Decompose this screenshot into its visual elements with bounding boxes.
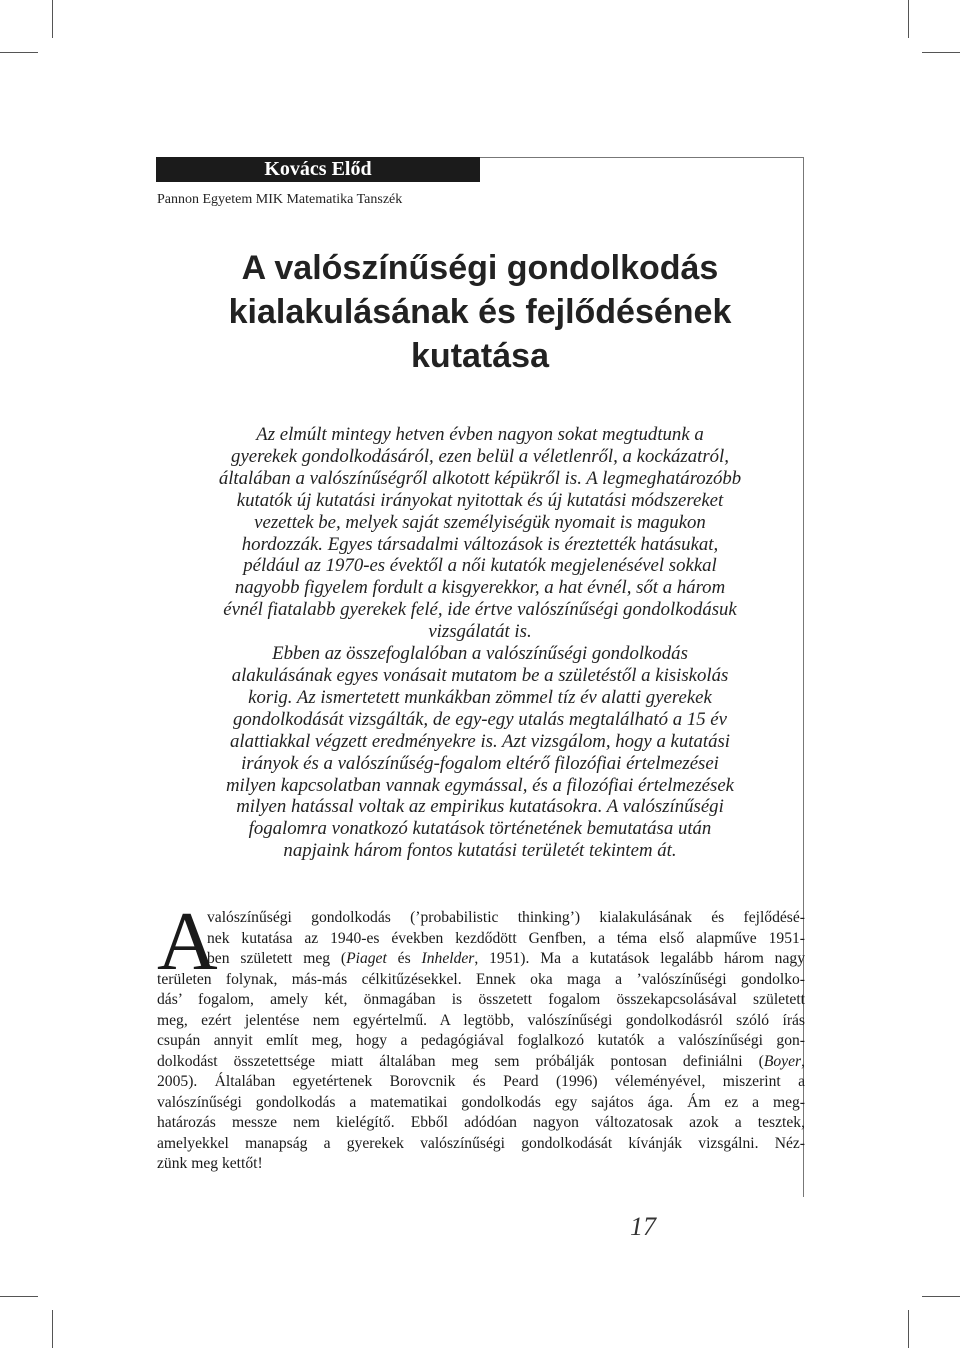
abstract-line: vezettek be, melyek saját személyiségük nyomait is magukon	[254, 511, 706, 533]
page-number: 17	[630, 1212, 656, 1241]
body-line: amelyekkel manapság a gyerekek valószínűségi gondolkodását kívánják vizsgálni. Néz-	[157, 1134, 805, 1152]
crop-mark	[922, 52, 960, 53]
body-line: területen folynak, más-más célkitűzésekkel. Ennek oka maga a ’valószínűségi gondolko-	[157, 970, 805, 988]
abstract-line: hordozzák. Egyes társadalmi változások is éreztették hatásukat,	[241, 533, 719, 555]
body-line: határozás messze nem kielégítő. Ebből adódóan nagyon változatosak azok a tesztek,	[157, 1114, 805, 1131]
citation-author: Inhelder	[421, 950, 475, 967]
citation-author: Piaget	[346, 950, 387, 967]
abstract-line: alakulásának egyes vonásait mutatom be a születéstől a kisiskolás	[231, 664, 729, 686]
citation-author: Boyer	[763, 1052, 802, 1070]
body-line: valószínűségi gondolkodás a matematikai gondolkodás egy sajátos ága. Ám ez a meg-	[157, 1093, 805, 1111]
abstract-line: általában a valószínűségről alkotott képükről is. A legmeghatározóbb	[218, 467, 742, 489]
body-text-run: , 1951). Ma a kutatások legalább három nagy	[474, 950, 805, 967]
body-text	[157, 908, 805, 1175]
drop-cap: A	[157, 895, 218, 988]
abstract-line: Ebben az összefoglalóban a valószínűségi gondolkodás	[272, 643, 688, 665]
abstract-line: Az elmúlt mintegy hetven évben nagyon sokat megtudtunk a	[256, 424, 704, 445]
article-title	[156, 246, 804, 378]
body-line: valószínűségi gondolkodás (’probabilistic thinking’) kialakulásának és fejlődésé-	[207, 909, 805, 926]
body-line	[157, 1052, 805, 1073]
body-text-run: és	[386, 950, 422, 967]
title-line: A valószínűségi gondolkodás	[241, 249, 719, 287]
abstract-line: évnél fiatalabb gyerekek felé, ide értve valószínűségi gondolkodásuk	[223, 599, 737, 621]
body-line: dás’ fogalom, amely két, önmagában is összetett fogalom összekapcsolásával született	[157, 991, 805, 1008]
abstract-line: gyerekek gondolkodásáról, ezen belül a véletlenről, a kockázatról,	[231, 445, 729, 467]
abstract-line: milyen hatással voltak az empirikus kutatásokra. A valószínűségi	[236, 796, 724, 818]
abstract-line: korig. Az ismertetett munkákban zömmel tíz év alatti gyerekek	[248, 686, 712, 708]
abstract-line: például az 1970-es évektől a női kutatók megjelenésével sokkal	[243, 555, 717, 577]
crop-mark	[908, 1310, 909, 1348]
abstract-line: irányok és a valószínűség-fogalom eltérő filozófiai értelmezései	[241, 752, 719, 774]
body-text-run: ,	[801, 1052, 805, 1070]
body-line: csupán annyit említ meg, hogy a pedagógiával foglalkozó kutatók a valószínűségi gon-	[157, 1032, 805, 1049]
crop-mark	[922, 1296, 960, 1297]
abstract-line: napjaink három fontos kutatási területét tekintem át.	[283, 840, 677, 862]
crop-mark	[52, 0, 53, 38]
abstract-line: fogalomra vonatkozó kutatások történetének bemutatása után	[248, 818, 712, 840]
body-text-run: ben született meg (	[207, 950, 347, 967]
abstract	[168, 424, 792, 862]
abstract-line: gondolkodását vizsgálták, de egy-egy utalás megtalálható a 15 év	[233, 708, 727, 730]
author-name: Kovács Előd	[156, 157, 480, 182]
body-line: 2005). Általában egyetértenek Borovcnik és Peard (1996) véleményével, miszerint a	[157, 1073, 805, 1090]
abstract-line: alattiakkal végzett eredményekre is. Azt vizsgálom, hogy a kutatási	[229, 730, 731, 752]
body-line: nek kutatása az 1940-es években kezdődött Genfben, a téma első alapműve 1951-	[207, 929, 805, 947]
crop-mark	[0, 52, 38, 53]
abstract-line: kutatók új kutatási irányokat nyitottak és új kutatási módszereket	[236, 489, 724, 511]
title-line: kutatása	[411, 337, 549, 375]
body-text-run: dolkodást összetettsége miatt általában meg sem próbálják pontosan definiálni (	[157, 1052, 764, 1070]
body-line	[157, 949, 805, 970]
abstract-line: milyen kapcsolatban vannak egymással, és a filozófiai értelmezések	[225, 774, 735, 796]
crop-mark	[52, 1310, 53, 1348]
abstract-line: nagyobb figyelem fordult a kisgyerekkor, a hat évnél, sőt a három	[234, 577, 726, 599]
crop-mark	[908, 0, 909, 38]
author-affiliation: Pannon Egyetem MIK Matematika Tanszék	[157, 192, 403, 207]
title-line: kialakulásának és fejlődésének	[228, 293, 732, 331]
abstract-line: vizsgálatát is.	[428, 621, 532, 643]
body-line: meg, ezért jelentése nem egyértelmű. A legtöbb, valószínűségi gondolkodásról szóló írás	[157, 1011, 805, 1029]
crop-mark	[0, 1296, 38, 1297]
body-line: zünk meg kettőt!	[157, 1155, 263, 1172]
